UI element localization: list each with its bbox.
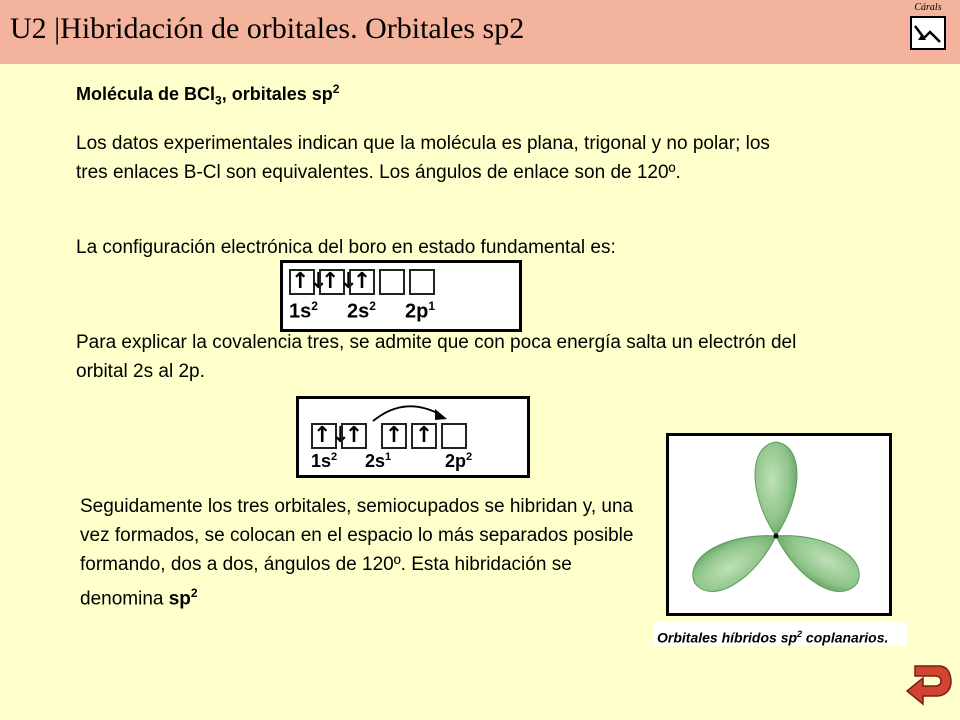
- section-heading: [76, 82, 339, 108]
- orbital-box: ↑↓: [291, 269, 328, 294]
- orbital-label-1s: $1s^2$: [311, 451, 338, 471]
- hybridization-text: Seguidamente los tres orbitales, semiocupados se hibridan y, una vez formados, se colocan en el espacio lo más separados posible formando, dos a dos, ángulos de 120º. Esta hibridación se denomina: [80, 496, 634, 610]
- paragraph-covalence: Para explicar la covalencia tres, se admite que con poca energía salta un electrón del orbital 2s al 2p.: [76, 332, 797, 382]
- orbital-box: [409, 269, 435, 295]
- hybridization-superscript: 2: [190, 586, 198, 600]
- heading-rest: , orbitales sp: [221, 84, 333, 104]
- return-arrow-icon[interactable]: [905, 660, 953, 706]
- orbital-box: [441, 423, 467, 449]
- orbital-label-2s: $2s^1$: [365, 451, 392, 471]
- electron-jump-arrow-icon: [365, 401, 455, 423]
- logo-icon: [910, 16, 946, 50]
- orbital-label-1s: $1s^2$: [289, 299, 318, 323]
- orbital-lobe-top: [755, 442, 797, 536]
- orbital-label-2p: $2p^1$: [405, 299, 436, 323]
- electron-config-ground-state: [280, 260, 522, 332]
- orbital-box: ↑: [411, 423, 437, 449]
- figure-caption: Orbitales híbridos $sp^2$ coplanarios.: [653, 622, 907, 646]
- sp2-orbitals-image: [666, 433, 892, 616]
- paragraph-configuration: La configuración electrónica del boro en estado fundamental es:: [76, 237, 616, 258]
- orbital-box: ↑: [341, 423, 367, 449]
- heading-subscript: 3: [215, 93, 222, 108]
- title-bar: [0, 0, 960, 64]
- orbital-box: ↑: [349, 269, 375, 295]
- orbital-box: ↑: [381, 423, 407, 449]
- orbital-box: ↑↓: [313, 423, 350, 448]
- logo-text: Cárals: [914, 2, 942, 13]
- electron-config-excited-state: [296, 396, 530, 478]
- orbital-boxes: [311, 423, 471, 449]
- logo: [908, 2, 948, 52]
- orbital-lobe-left: [684, 518, 786, 601]
- orbital-boxes: [289, 269, 439, 295]
- page-title: U2 |Hibridación de orbitales. Orbitales sp2: [10, 12, 525, 45]
- orbital-lobe-right: [765, 518, 867, 601]
- nucleus-dot: [774, 534, 779, 539]
- paragraph-experimental: Los datos experimentales indican que la molécula es plana, trigonal y no polar; los tres enlaces B-Cl son equivalentes. Los ángulos de enlace son de 120º.: [76, 133, 770, 183]
- orbital-label-2p: $2p^2$: [445, 451, 473, 471]
- heading-main: Molécula de BCl: [76, 84, 216, 104]
- orbital-label-2s: $2s^2$: [347, 299, 376, 323]
- paragraph-hybridization: [80, 492, 640, 613]
- hybridization-term: sp: [168, 588, 191, 610]
- orbital-box: ↑↓: [321, 269, 358, 294]
- heading-superscript: 2: [332, 82, 340, 96]
- orbital-box: [379, 269, 405, 295]
